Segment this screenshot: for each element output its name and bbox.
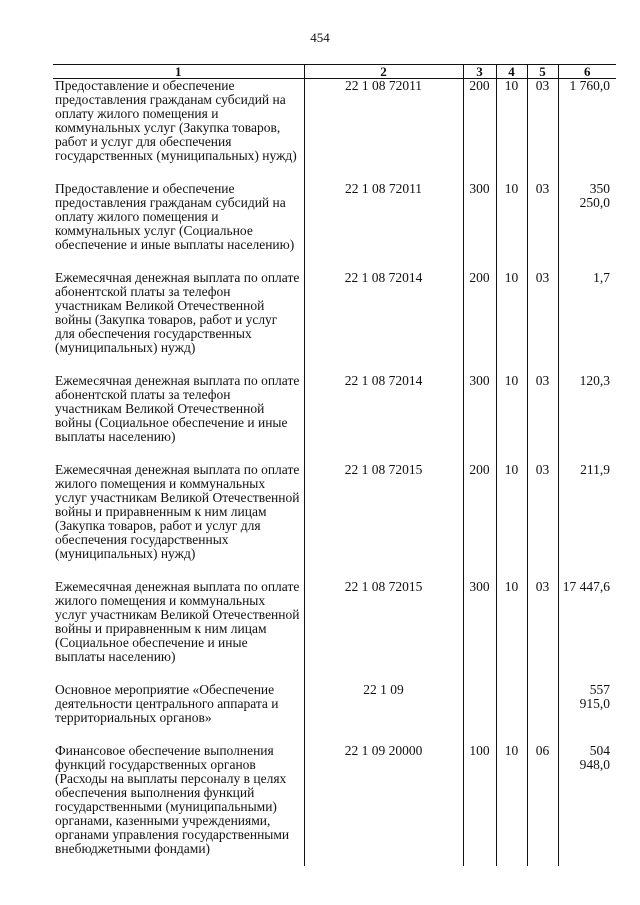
row-description: Предоставление и обеспечение предоставления гражданам субсидий на оплату жилого помещения и коммунальных услуг (Социальное обеспечение и иные выплаты населению) [55, 181, 295, 252]
row-description: Финансовое обеспечение выполнения функций государственных органов (Расходы на выплаты персоналу в целях обеспечения выполнения функций государственными (муниципальными) органами, казенными учреждениями, органами управления государственными внебюджетными фондами) [55, 743, 290, 856]
row-col3: 100 [463, 744, 496, 866]
row-col5 [527, 683, 558, 744]
header-col-2: 2 [304, 65, 463, 79]
row-amount: 350 250,0 [558, 182, 616, 271]
table-row [53, 580, 616, 683]
header-col-3: 3 [463, 65, 496, 79]
row-code: 22 1 09 20000 [304, 744, 463, 866]
header-col-1: 1 [53, 65, 304, 79]
row-col4: 10 [496, 271, 527, 374]
row-code: 22 1 08 72014 [304, 374, 463, 463]
row-amount: 504 948,0 [558, 744, 616, 866]
row-col3: 200 [463, 79, 496, 183]
row-description: Ежемесячная денежная выплата по оплате жилого помещения и коммунальных услуг участникам Великой Отечественной войны и приравненным к ним лицам (Социальное обеспечение и иные выплаты населению) [55, 579, 300, 664]
row-amount: 1 760,0 [558, 79, 616, 183]
row-col3 [463, 683, 496, 744]
row-amount: 557 915,0 [558, 683, 616, 744]
row-col5: 03 [527, 182, 558, 271]
row-col4: 10 [496, 744, 527, 866]
row-col3: 300 [463, 374, 496, 463]
row-col4: 10 [496, 374, 527, 463]
row-col5: 03 [527, 374, 558, 463]
row-col4 [496, 683, 527, 744]
row-description: Ежемесячная денежная выплата по оплате абонентской платы за телефон участникам Великой Отечественной войны (Социальное обеспечение и иные выплаты населению) [55, 373, 300, 444]
table-row [53, 463, 616, 580]
row-col5: 03 [527, 580, 558, 683]
page-number: 454 [310, 30, 330, 45]
row-code: 22 1 08 72015 [304, 463, 463, 580]
row-col4: 10 [496, 79, 527, 183]
row-amount: 17 447,6 [558, 580, 616, 683]
header-col-6: 6 [558, 65, 616, 79]
row-col4: 10 [496, 580, 527, 683]
row-description: Ежемесячная денежная выплата по оплате жилого помещения и коммунальных услуг участникам Великой Отечественной войны и приравненным к ним лицам (Закупка товаров, работ и услуг для обеспечения государственных (муниципальных) нужд) [55, 462, 300, 561]
row-description: Ежемесячная денежная выплата по оплате абонентской платы за телефон участникам Великой Отечественной войны (Закупка товаров, работ и услуг для обеспечения государственных (муниципальных) нужд) [55, 270, 300, 355]
header-col-5: 5 [527, 65, 558, 79]
table-row [53, 683, 616, 744]
table-row [53, 79, 616, 183]
row-col5: 03 [527, 463, 558, 580]
row-col3: 200 [463, 271, 496, 374]
row-code: 22 1 08 72011 [304, 182, 463, 271]
header-col-4: 4 [496, 65, 527, 79]
row-code: 22 1 09 [304, 683, 463, 744]
row-col3: 200 [463, 463, 496, 580]
row-code: 22 1 08 72014 [304, 271, 463, 374]
row-col4: 10 [496, 182, 527, 271]
table-header-row [53, 65, 616, 79]
row-amount: 211,9 [558, 463, 616, 580]
table-row [53, 744, 616, 866]
row-col5: 06 [527, 744, 558, 866]
row-amount: 1,7 [558, 271, 616, 374]
row-col3: 300 [463, 580, 496, 683]
row-col5: 03 [527, 271, 558, 374]
row-col4: 10 [496, 463, 527, 580]
row-description: Предоставление и обеспечение предоставления гражданам субсидий на оплату жилого помещения и коммунальных услуг (Закупка товаров, работ и услуг для обеспечения государственных (муниципальных) нужд) [55, 78, 297, 163]
row-col5: 03 [527, 79, 558, 183]
row-col3: 300 [463, 182, 496, 271]
row-amount: 120,3 [558, 374, 616, 463]
budget-table [53, 64, 616, 866]
table-row [53, 271, 616, 374]
row-code: 22 1 08 72015 [304, 580, 463, 683]
table-row [53, 374, 616, 463]
row-code: 22 1 08 72011 [304, 79, 463, 183]
table-row [53, 182, 616, 271]
row-description: Основное мероприятие «Обеспечение деятельности центрального аппарата и территориальных органов» [55, 682, 279, 725]
